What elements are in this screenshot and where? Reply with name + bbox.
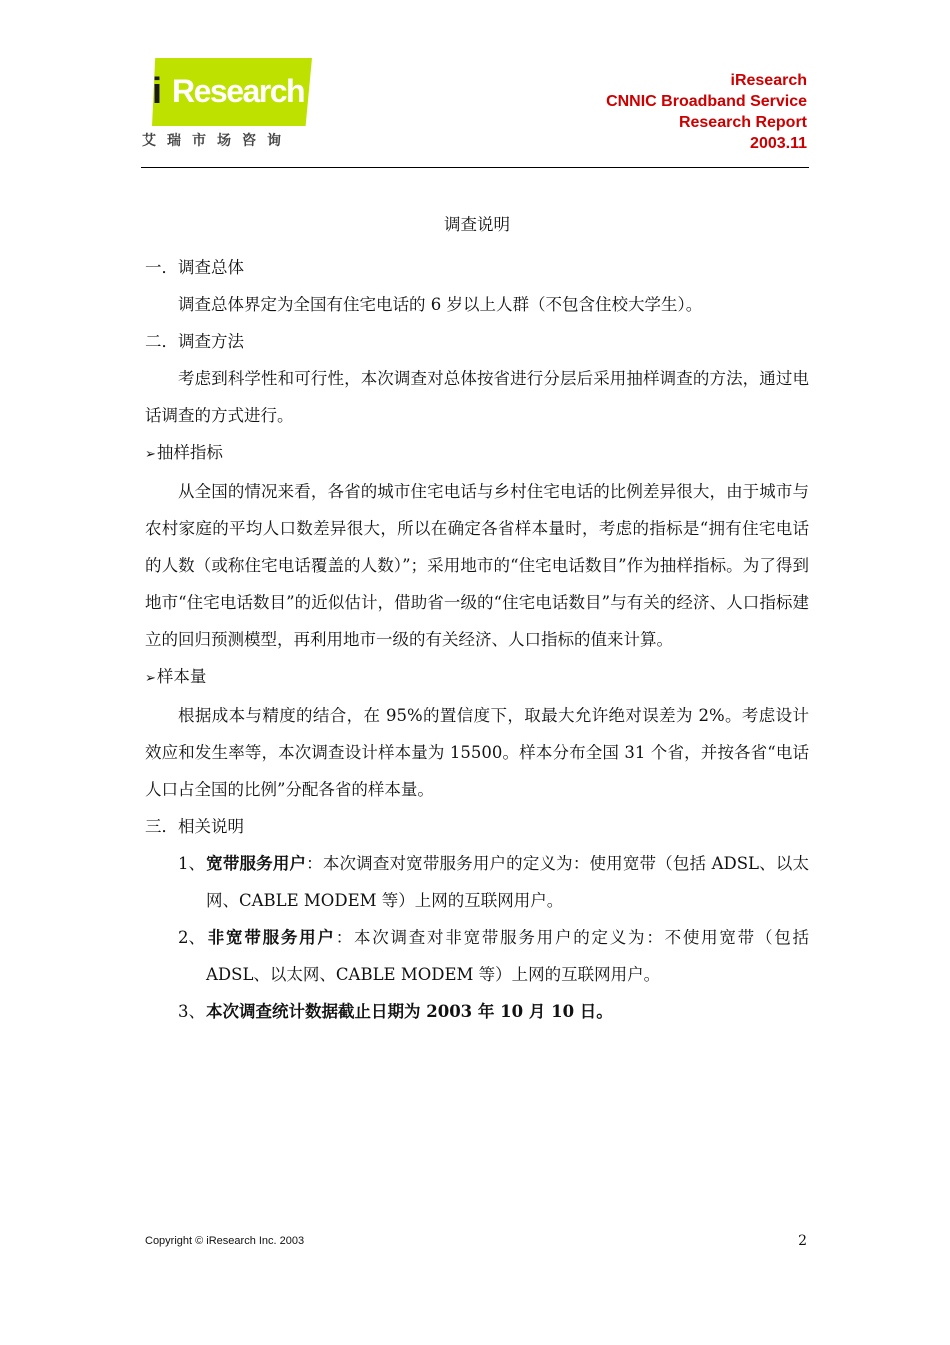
report-header (606, 70, 807, 154)
copyright-notice: Copyright © iResearch Inc. 2003 (145, 1235, 305, 1247)
page-number: 2 (798, 1233, 807, 1249)
subsection-body-sample-size: 根据成本与精度的结合，在 95%的置信度下，取最大允许绝对误差为 2%。考虑设计效应和发生率等，本次调查设计样本量为 15500。样本分布全国 31 个省，并按各省“电话人口占全国的比例”分配各省的样本量。 (145, 706, 809, 799)
list-item-cutoff-date (178, 993, 809, 1030)
list-item-text: ：本次调查对非宽带服务用户的定义为：不使用宽带（包括 ADSL、以太网、CABLE MODEM 等）上网的互联网用户。 (206, 928, 810, 984)
subsection-heading-sampling-indicator: 抽样指标 (156, 443, 223, 462)
section-body-method: 考虑到科学性和可行性，本次调查对总体按省进行分层后采用抽样调查的方法，通过电话调查的方式进行。 (145, 369, 809, 425)
section-heading-notes: 三．相关说明 (145, 817, 244, 836)
section-heading-population: 一．调查总体 (145, 258, 244, 277)
header-divider (141, 167, 809, 168)
section-heading-method: 二．调查方法 (145, 332, 244, 351)
header-line-brand: iResearch (730, 72, 807, 89)
list-item-non-broadband-user (178, 919, 809, 993)
list-item-text: ：本次调查对宽带服务用户的定义为：使用宽带（包括 ADSL、以太网、CABLE MODEM 等）上网的互联网用户。 (206, 854, 809, 910)
list-item-number: 1、 (178, 854, 205, 873)
header-line-report-type: Research Report (678, 114, 807, 131)
list-item-number: 2、 (178, 928, 205, 947)
header-line-report-name: CNNIC Broadband Service (606, 93, 807, 110)
logo-chinese-name: 艾瑞市场咨询 (142, 133, 292, 149)
list-item-term: 非宽带服务用户 (206, 928, 336, 947)
document-body (145, 206, 809, 1030)
list-item-term: 本次调查统计数据截止日期为 2003 年 10 月 10 日。 (206, 1002, 613, 1021)
subsection-heading-sample-size: 样本量 (156, 667, 207, 686)
arrow-bullet-icon: ➢ (145, 671, 156, 686)
list-item-term: 宽带服务用户 (206, 854, 307, 873)
list-item-number: 3、 (178, 1002, 205, 1021)
header-line-date: 2003.11 (750, 135, 807, 152)
page-title: 调查说明 (444, 215, 510, 234)
subsection-sample-size (145, 658, 809, 697)
subsection-body-sampling-indicator: 从全国的情况来看，各省的城市住宅电话与乡村住宅电话的比例差异很大，由于城市与农村家庭的平均人口数差异很大，所以在确定各省样本量时，考虑的指标是“拥有住宅电话的人数（或称住宅电话覆盖的人数）”；采用地市的“住宅电话数目”作为抽样指标。为了得到地市“住宅电话数目”的近似估计，借助省一级的“住宅电话数目”与有关的经济、人口指标建立的回归预测模型，再利用地市一级的有关经济、人口指标的值来计算。 (145, 482, 809, 649)
subsection-sampling-indicator (145, 434, 809, 473)
section-body-population: 调查总体界定为全国有住宅电话的 6 岁以上人群（不包含住校大学生）。 (178, 295, 703, 314)
logo-i: i (152, 70, 162, 111)
logo-wordmark: Research (172, 73, 305, 109)
list-item-broadband-user (178, 845, 809, 919)
arrow-bullet-icon: ➢ (145, 447, 156, 462)
company-logo (142, 58, 314, 154)
